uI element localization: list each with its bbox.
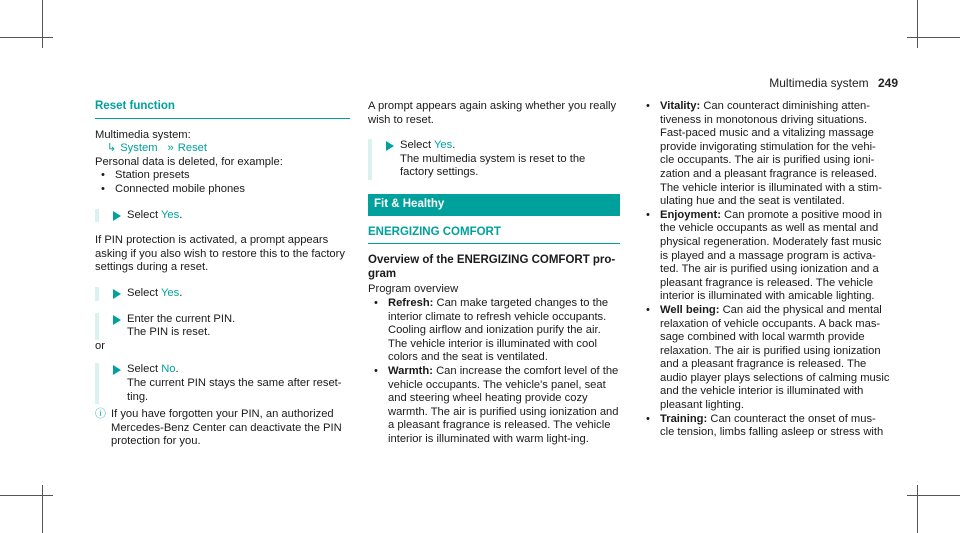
crop-mark <box>917 485 918 533</box>
list-item <box>95 183 350 197</box>
list-item <box>368 297 620 365</box>
item-label: Refresh: <box>388 296 434 309</box>
column-middle <box>368 100 620 446</box>
section-banner: Fit & Healthy <box>368 194 620 216</box>
section-title-reset: Reset function <box>95 100 350 119</box>
item-text: Can counteract diminishing atten-tiveness in monotonous driving situations. Fast-paced music and a vitalizing massage provide invigorating stimulation for the vehi-cle occupants. The air is purified using ioni-zation and a pleasant fragrance is released. The vehicle interior is illuminated with a stim-ulating hue and the seat is ventilated. <box>660 100 882 208</box>
step-arrow-icon <box>113 365 121 375</box>
step-result: The multimedia system is reset to the factory settings. <box>400 152 586 179</box>
column-right <box>640 100 890 440</box>
sub-title: Overview of the ENERGIZING COMFORT pro-gram <box>368 254 616 280</box>
step-value: Yes <box>161 286 180 299</box>
step-arrow-icon <box>113 315 121 325</box>
crop-mark <box>0 37 53 38</box>
deleted-text: Personal data is deleted, for example: <box>95 155 283 168</box>
step-arrow-icon <box>113 211 121 221</box>
step-enter-pin <box>95 313 350 340</box>
note <box>95 408 350 449</box>
step-prefix: Select <box>127 363 162 376</box>
menu-path <box>95 142 350 156</box>
return-arrow-icon: ↳ <box>107 142 117 155</box>
item-text: Can promote a positive mood in the vehicle occupants as well as mental and physical regeneration. Moderately fast music is played and a massage program is activa-ted. The air is purified using ionization and a pleasant fragrance is released. The vehicle interior is illuminated with amicable lighting. <box>660 208 882 303</box>
list-item <box>95 169 350 183</box>
step-prefix: Select <box>127 286 161 299</box>
list-item <box>640 100 890 209</box>
list-item <box>368 365 620 447</box>
step-select-yes <box>95 209 350 223</box>
step-select-yes-2 <box>95 287 350 301</box>
prompt-text: A prompt appears again asking whether you really wish to reset. <box>368 100 617 126</box>
step-arrow-icon <box>386 141 394 151</box>
path-system: System <box>120 142 158 155</box>
pin-text: If PIN protection is activated, a prompt appears asking if you also wish to restore this to the factory settings during a reset. <box>95 234 345 274</box>
path-reset: Reset <box>177 142 207 155</box>
list-item <box>640 413 890 440</box>
step-suffix: . <box>179 286 183 299</box>
note-text: If you have forgotten your PIN, an authorized Mercedes-Benz Center can deactivate the PIN protection for you. <box>111 408 342 448</box>
step-arrow-icon <box>113 289 121 299</box>
program-overview: Program overview <box>368 283 459 296</box>
info-icon: ⓘ <box>95 408 106 421</box>
header-title: Multimedia system <box>769 76 869 90</box>
step-select-yes-3 <box>368 139 620 180</box>
item-text: Can counteract the onset of mus-cle tension, limbs falling asleep or stress with <box>660 412 884 439</box>
crop-mark <box>0 495 53 496</box>
list-item <box>640 304 890 413</box>
step-select-no <box>95 363 350 404</box>
bullet-text: Station presets <box>115 169 190 182</box>
or-text: or <box>95 339 105 352</box>
step-value: Yes <box>161 208 180 221</box>
bullet-text: Connected mobile phones <box>115 182 245 195</box>
item-label: Well being: <box>660 303 720 316</box>
item-label: Warmth: <box>388 364 433 377</box>
step-suffix: . <box>175 363 179 376</box>
step-result: The current PIN stays the same after reset-ting. <box>127 376 342 403</box>
step-line: Enter the current PIN. <box>127 312 236 325</box>
column-left <box>95 100 350 449</box>
step-prefix: Select <box>127 208 161 221</box>
path-intro: Multimedia system: <box>95 128 191 141</box>
section-title-energizing: ENERGIZING COMFORT <box>368 226 620 245</box>
step-value: Yes <box>434 139 453 152</box>
step-suffix: . <box>179 208 183 221</box>
step-value: No <box>161 363 176 376</box>
crop-mark <box>42 485 43 533</box>
item-label: Enjoyment: <box>660 208 721 221</box>
page-header <box>769 76 898 90</box>
item-label: Vitality: <box>660 100 701 112</box>
step-result: The PIN is reset. <box>127 326 211 339</box>
item-label: Training: <box>660 412 708 425</box>
item-text: Can increase the comfort level of the vehicle occupants. The vehicle's panel, seat and steering wheel heating provide cozy warmth. The air is purified using ionization and a pleasant fragrance is released. The vehicle interior is illuminated with warm light-ing. <box>388 364 619 445</box>
crop-mark <box>907 495 960 496</box>
page-number: 249 <box>877 76 898 90</box>
step-suffix: . <box>452 139 456 152</box>
crop-mark <box>42 0 43 48</box>
list-item <box>640 209 890 304</box>
crop-mark <box>917 0 918 48</box>
crop-mark <box>907 37 960 38</box>
step-prefix: Select <box>400 139 434 152</box>
item-text: Can make targeted changes to the interior climate to refresh vehicle occupants. Cooling airflow and ionization purify the air. The vehicle interior is illuminated with cool colors and the seat is ventilated. <box>388 296 609 364</box>
double-chevron-icon: » <box>167 142 174 155</box>
item-text: Can aid the physical and mental relaxation of vehicle occupants. A back mas-sage combined with local warmth provide relaxation. The air is purified using ionization and a pleasant fragrance is released. The audio player plays selections of calming music and the vehicle interior is illuminated with pleasant lighting. <box>660 303 890 412</box>
